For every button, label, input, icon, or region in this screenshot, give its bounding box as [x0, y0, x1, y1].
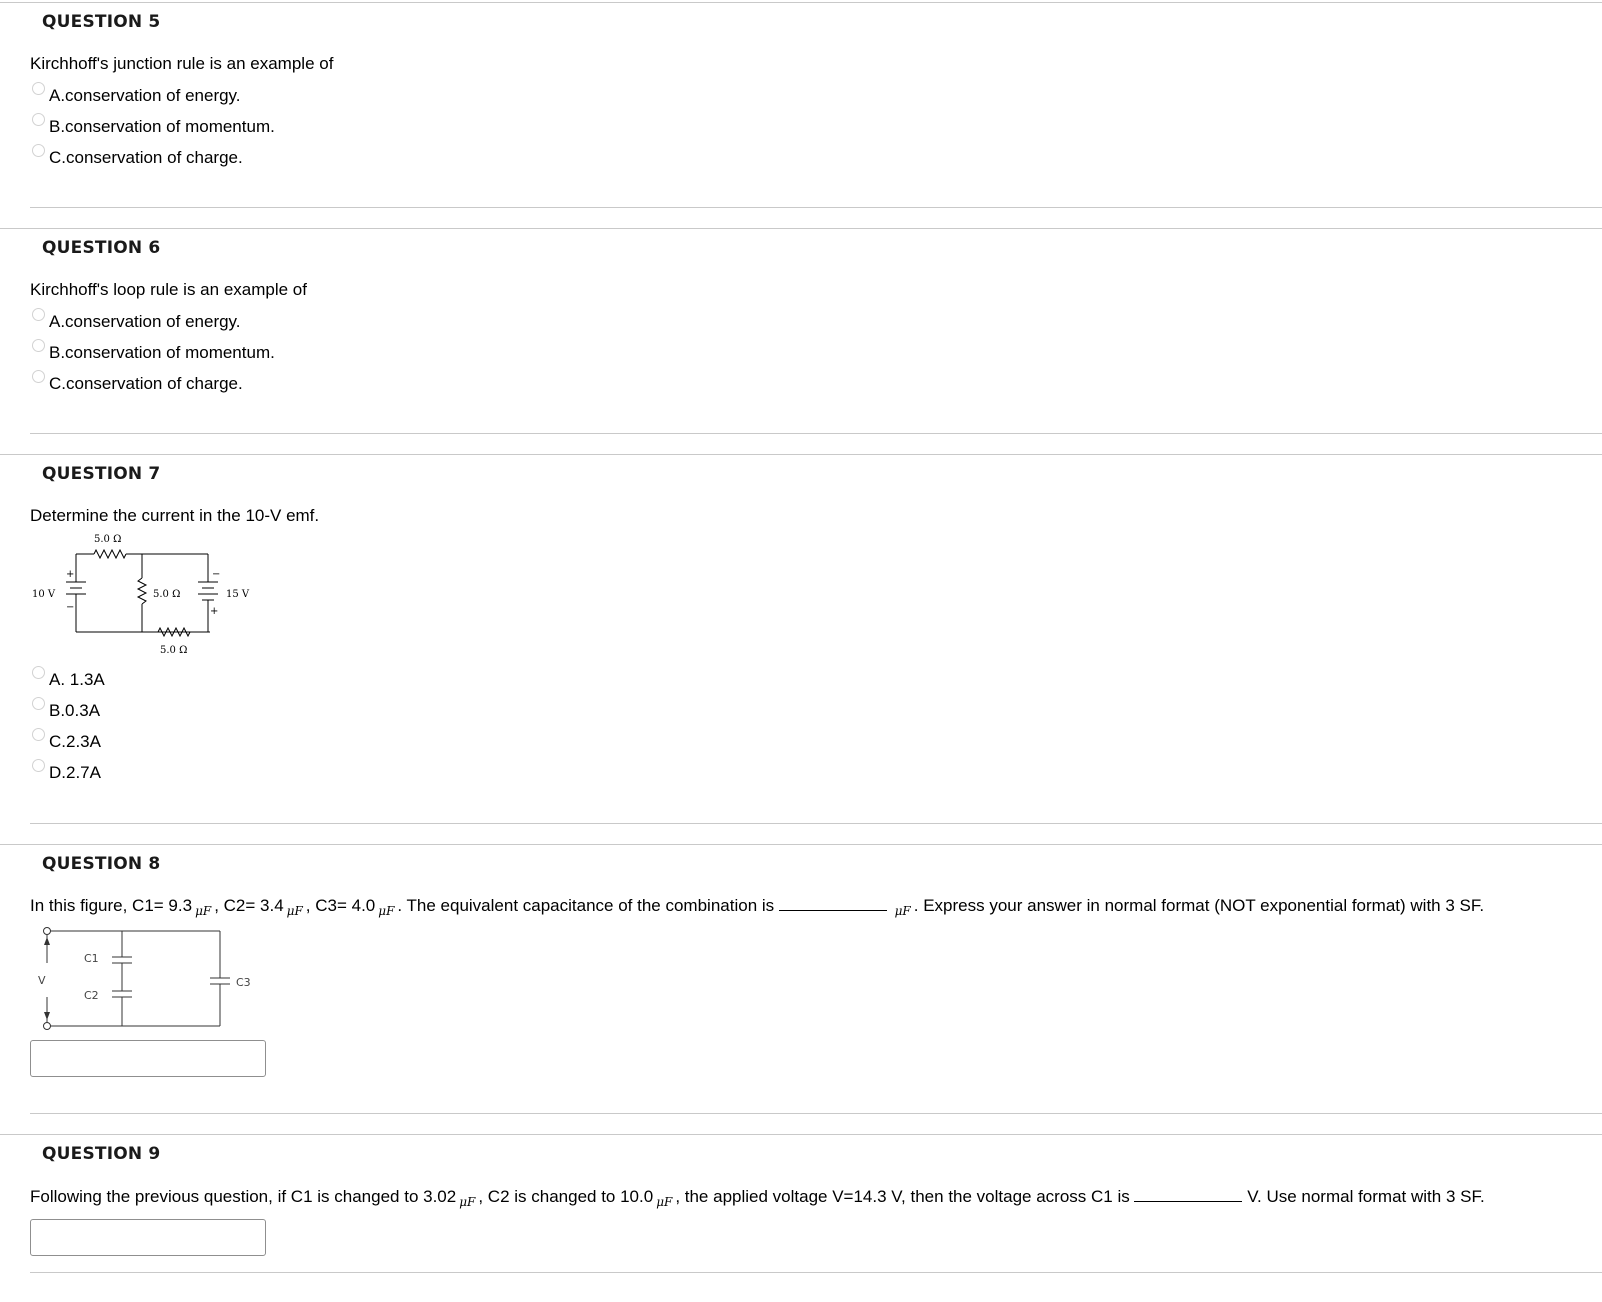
section-divider [0, 228, 1602, 229]
option-label: B.conservation of momentum. [49, 117, 275, 136]
section-divider [30, 823, 1602, 824]
question-6-text: Kirchhoff's loop rule is an example of [30, 280, 307, 299]
radio-button[interactable] [32, 308, 45, 321]
option-label: B.0.3A [49, 701, 101, 720]
question-5-text: Kirchhoff's junction rule is an example of [30, 54, 334, 73]
question-9-text [30, 1187, 1485, 1207]
unit-microfarad: μF [286, 904, 303, 918]
question-8-text [30, 896, 1484, 916]
radio-button[interactable] [32, 144, 45, 157]
c1-label: C1 [84, 952, 99, 965]
section-divider [30, 1113, 1602, 1114]
bottom-resistor-label: 5.0 Ω [160, 645, 188, 656]
unit-microfarad: μF [656, 1195, 673, 1209]
question-7-title: QUESTION 7 [42, 464, 161, 484]
question-8-text-part: In this figure, C1= 9.3 [30, 896, 193, 915]
radio-button[interactable] [32, 697, 45, 710]
section-divider [0, 2, 1602, 3]
circuit-diagram [30, 530, 290, 660]
right-battery-label: 15 V [226, 589, 250, 600]
c2-label: C2 [84, 989, 99, 1002]
unit-microfarad: μF [459, 1195, 476, 1209]
answer-blank [1134, 1187, 1242, 1202]
radio-button[interactable] [32, 666, 45, 679]
capacitor-diagram [30, 925, 270, 1035]
voltage-label: V [38, 974, 46, 987]
radio-button[interactable] [32, 728, 45, 741]
unit-microfarad: μF [378, 904, 395, 918]
unit-microfarad: μF [195, 904, 212, 918]
question-8-text-part: . Express your answer in normal format (NOT exponential format) with 3 SF. [913, 896, 1485, 915]
option-label: C.conservation of charge. [49, 374, 243, 393]
section-divider [30, 1272, 1602, 1273]
right-plus-label: + [210, 606, 219, 617]
arrow-down-icon [44, 1012, 50, 1020]
option-label: C.2.3A [49, 732, 101, 751]
section-divider [30, 433, 1602, 434]
arrow-up-icon [44, 937, 50, 945]
section-divider [0, 454, 1602, 455]
left-plus-label: + [66, 569, 75, 580]
radio-button[interactable] [32, 339, 45, 352]
question-7-text: Determine the current in the 10-V emf. [30, 506, 320, 525]
question-9-answer-input[interactable] [30, 1219, 266, 1256]
question-9-text-part: , the applied voltage V=14.3 V, then the voltage across C1 is [675, 1187, 1130, 1206]
radio-button[interactable] [32, 370, 45, 383]
left-battery-label: 10 V [32, 589, 56, 600]
section-divider [0, 1134, 1602, 1135]
unit-microfarad: μF [894, 904, 911, 918]
question-6-title: QUESTION 6 [42, 238, 161, 258]
question-8-text-part: . The equivalent capacitance of the combination is [397, 896, 775, 915]
question-9-title: QUESTION 9 [42, 1144, 161, 1164]
top-resistor-label: 5.0 Ω [94, 534, 122, 545]
question-8-answer-input[interactable] [30, 1040, 266, 1077]
answer-blank [779, 896, 887, 911]
section-divider [30, 207, 1602, 208]
right-minus-label: − [212, 569, 221, 580]
question-8-text-part: , C2= 3.4 [214, 896, 284, 915]
radio-button[interactable] [32, 113, 45, 126]
option-label: B.conservation of momentum. [49, 343, 275, 362]
c3-label: C3 [236, 976, 251, 989]
option-label: A.conservation of energy. [49, 86, 241, 105]
left-minus-label: − [66, 602, 75, 613]
question-8-text-part: , C3= 4.0 [305, 896, 376, 915]
radio-button[interactable] [32, 759, 45, 772]
option-label: A.conservation of energy. [49, 312, 241, 331]
radio-button[interactable] [32, 82, 45, 95]
option-label: C.conservation of charge. [49, 148, 243, 167]
question-9-text-part: V. Use normal format with 3 SF. [1247, 1187, 1485, 1206]
question-9-text-part: Following the previous question, if C1 is changed to 3.02 [30, 1187, 457, 1206]
question-8-title: QUESTION 8 [42, 854, 161, 874]
middle-resistor-label: 5.0 Ω [153, 589, 181, 600]
option-label: D.2.7A [49, 763, 101, 782]
question-5-title: QUESTION 5 [42, 12, 161, 32]
question-9-text-part: , C2 is changed to 10.0 [478, 1187, 654, 1206]
section-divider [0, 844, 1602, 845]
option-label: A. 1.3A [49, 670, 105, 689]
